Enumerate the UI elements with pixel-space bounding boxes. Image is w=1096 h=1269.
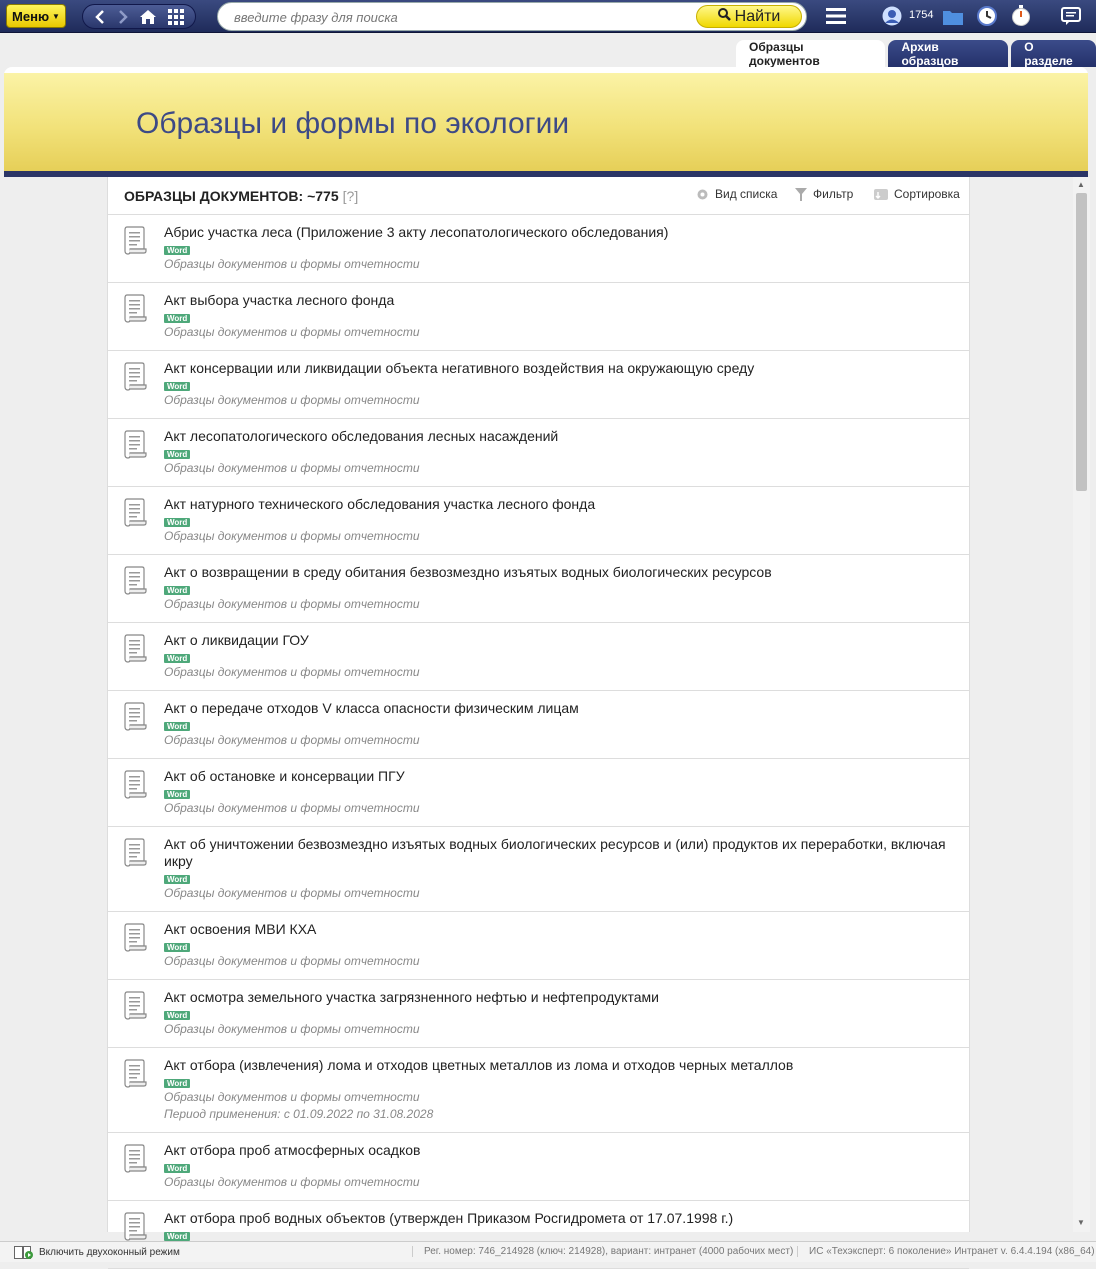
document-row[interactable] <box>108 691 969 759</box>
gear-icon <box>696 188 709 201</box>
help-link[interactable]: [?] <box>342 188 359 204</box>
document-category: Образцы документов и формы отчетности <box>164 954 420 968</box>
document-icon <box>122 361 148 394</box>
document-category: Образцы документов и формы отчетности <box>164 665 420 679</box>
document-title[interactable]: Акт о передаче отходов V класса опасности физическим лицам <box>164 700 579 716</box>
word-badge: Word <box>164 943 190 952</box>
vertical-scrollbar[interactable] <box>1073 177 1090 1232</box>
document-category: Образцы документов и формы отчетности <box>164 461 420 475</box>
word-badge: Word <box>164 1011 190 1020</box>
document-category: Образцы документов и формы отчетности <box>164 257 420 271</box>
home-icon[interactable] <box>139 9 157 25</box>
section-tabs <box>736 40 1096 67</box>
tab-about[interactable]: О разделе <box>1011 40 1096 67</box>
document-category: Образцы документов и формы отчетности <box>164 529 420 543</box>
word-badge: Word <box>164 382 190 391</box>
word-badge: Word <box>164 518 190 527</box>
sort-label: Сортировка <box>894 187 960 201</box>
menu-button[interactable] <box>6 4 66 28</box>
page-title: Образцы и формы по экологии <box>136 107 570 140</box>
word-badge: Word <box>164 654 190 663</box>
word-badge: Word <box>164 586 190 595</box>
list-header <box>108 177 969 215</box>
document-icon <box>122 1058 148 1091</box>
grid-icon[interactable] <box>168 9 184 25</box>
hamburger-icon[interactable] <box>826 7 846 25</box>
list-title <box>124 188 358 204</box>
find-label: Найти <box>734 7 781 25</box>
forward-icon[interactable] <box>117 9 129 25</box>
document-title[interactable]: Акт осмотра земельного участка загрязненного нефтью и нефтепродуктами <box>164 989 660 1005</box>
document-icon <box>122 497 148 530</box>
filter-button[interactable] <box>795 187 853 201</box>
document-category: Образцы документов и формы отчетности <box>164 1022 420 1036</box>
search-box <box>217 2 807 31</box>
document-row[interactable] <box>108 827 969 912</box>
document-row[interactable] <box>108 623 969 691</box>
documents-panel <box>107 177 970 1241</box>
document-category: Образцы документов и формы отчетности <box>164 733 420 747</box>
filter-icon <box>795 188 807 201</box>
document-category: Образцы документов и формы отчетности <box>164 801 420 815</box>
document-title[interactable]: Акт консервации или ликвидации объекта негативного воздействия на окружающую среду <box>164 360 755 376</box>
clock-icon[interactable] <box>977 6 997 26</box>
dual-window-label: Включить двухоконный режим <box>39 1247 180 1258</box>
stopwatch-icon[interactable] <box>1011 5 1031 27</box>
document-icon <box>122 633 148 666</box>
document-title[interactable]: Акт освоения МВИ КХА <box>164 921 317 937</box>
chat-icon[interactable] <box>1061 7 1081 25</box>
dual-window-toggle[interactable] <box>14 1246 180 1259</box>
top-toolbar <box>0 0 1096 33</box>
dual-window-icon <box>14 1246 34 1259</box>
document-title[interactable]: Акт об остановке и консервации ПГУ <box>164 768 405 784</box>
document-row[interactable] <box>108 487 969 555</box>
document-icon <box>122 922 148 955</box>
menu-label: Меню <box>12 8 50 24</box>
document-icon <box>122 769 148 802</box>
registration-info: Рег. номер: 746_214928 (ключ: 214928), вариант: интранет (4000 рабочих мест) <box>412 1246 793 1257</box>
document-title[interactable]: Акт об уничтожении безвозмездно изъятых водных биологических ресурсов и (или) продуктов их переработки, включая икру <box>164 836 946 869</box>
document-icon <box>122 990 148 1023</box>
document-title[interactable]: Акт отбора проб водных объектов (утвержден Приказом Росгидромета от 17.07.1998 г.) <box>164 1210 734 1226</box>
user-count: 1754 <box>909 9 934 21</box>
document-icon <box>122 1143 148 1176</box>
document-row[interactable] <box>108 351 969 419</box>
version-info: ИС «Техэксперт: 6 поколение» Интранет v. 6.4.4.194 (x86_64) <box>797 1246 1095 1257</box>
document-icon <box>122 429 148 462</box>
document-category: Образцы документов и формы отчетности <box>164 1090 420 1104</box>
document-title[interactable]: Акт натурного технического обследования участка лесного фонда <box>164 496 596 512</box>
word-badge: Word <box>164 790 190 799</box>
document-row[interactable] <box>108 555 969 623</box>
document-period: Период применения: с 01.09.2022 по 31.08.2028 <box>164 1107 434 1121</box>
user-icon[interactable] <box>882 6 902 26</box>
sort-icon <box>874 188 888 201</box>
folder-icon[interactable] <box>943 9 963 25</box>
document-title[interactable]: Абрис участка леса (Приложение 3 акту лесопатологического обследования) <box>164 224 669 240</box>
document-category: Образцы документов и формы отчетности <box>164 393 420 407</box>
document-icon <box>122 225 148 258</box>
document-row[interactable] <box>108 980 969 1048</box>
word-badge: Word <box>164 1079 190 1088</box>
document-row[interactable] <box>108 215 969 283</box>
document-icon <box>122 701 148 734</box>
back-icon[interactable] <box>94 9 106 25</box>
document-icon <box>122 565 148 598</box>
word-badge: Word <box>164 246 190 255</box>
status-bar <box>0 1241 1096 1262</box>
header-background <box>4 73 1088 171</box>
document-row[interactable] <box>108 419 969 487</box>
word-badge: Word <box>164 1164 190 1173</box>
document-category: Образцы документов и формы отчетности <box>164 325 420 339</box>
word-badge: Word <box>164 875 190 884</box>
document-title[interactable]: Акт лесопатологического обследования лесных насаждений <box>164 428 559 444</box>
document-row[interactable] <box>108 759 969 827</box>
tab-samples[interactable]: Образцы документов <box>736 40 885 67</box>
search-icon <box>718 8 731 26</box>
view-list-label: Вид списка <box>715 187 778 201</box>
word-badge: Word <box>164 450 190 459</box>
filter-label: Фильтр <box>813 187 854 201</box>
document-row[interactable] <box>108 283 969 351</box>
document-title[interactable]: Акт о возвращении в среду обитания безвозмездно изъятых водных биологических ресурсов <box>164 564 772 580</box>
scroll-thumb[interactable] <box>1076 193 1087 491</box>
word-badge: Word <box>164 722 190 731</box>
document-title[interactable]: Акт отбора проб атмосферных осадков <box>164 1142 421 1158</box>
list-title-text: ОБРАЗЦЫ ДОКУМЕНТОВ: ~775 <box>124 188 339 204</box>
tab-archive[interactable]: Архив образцов <box>888 40 1008 67</box>
document-icon <box>122 293 148 326</box>
document-row[interactable] <box>108 1133 969 1201</box>
word-badge: Word <box>164 314 190 323</box>
document-title[interactable]: Акт выбора участка лесного фонда <box>164 292 395 308</box>
search-input[interactable] <box>234 7 694 27</box>
document-title[interactable]: Акт отбора (извлечения) лома и отходов цветных металлов из лома и отходов черных металлов <box>164 1057 794 1073</box>
document-category: Образцы документов и формы отчетности <box>164 1175 420 1189</box>
scroll-up-icon[interactable]: ▲ <box>1077 180 1085 189</box>
documents-list <box>108 215 969 1269</box>
view-list-button[interactable] <box>696 187 777 201</box>
document-category: Образцы документов и формы отчетности <box>164 886 420 900</box>
document-icon <box>122 1211 148 1244</box>
page-header <box>4 67 1088 171</box>
document-row[interactable] <box>108 912 969 980</box>
document-category: Образцы документов и формы отчетности <box>164 597 420 611</box>
document-row[interactable] <box>108 1048 969 1133</box>
scroll-down-icon[interactable]: ▼ <box>1077 1218 1085 1227</box>
navigation-group <box>82 4 196 29</box>
find-button[interactable] <box>696 5 802 28</box>
word-badge: Word <box>164 1232 190 1241</box>
document-icon <box>122 837 148 870</box>
sort-button[interactable] <box>874 187 960 201</box>
document-title[interactable]: Акт о ликвидации ГОУ <box>164 632 309 648</box>
caret-down-icon: ▼ <box>52 11 60 21</box>
